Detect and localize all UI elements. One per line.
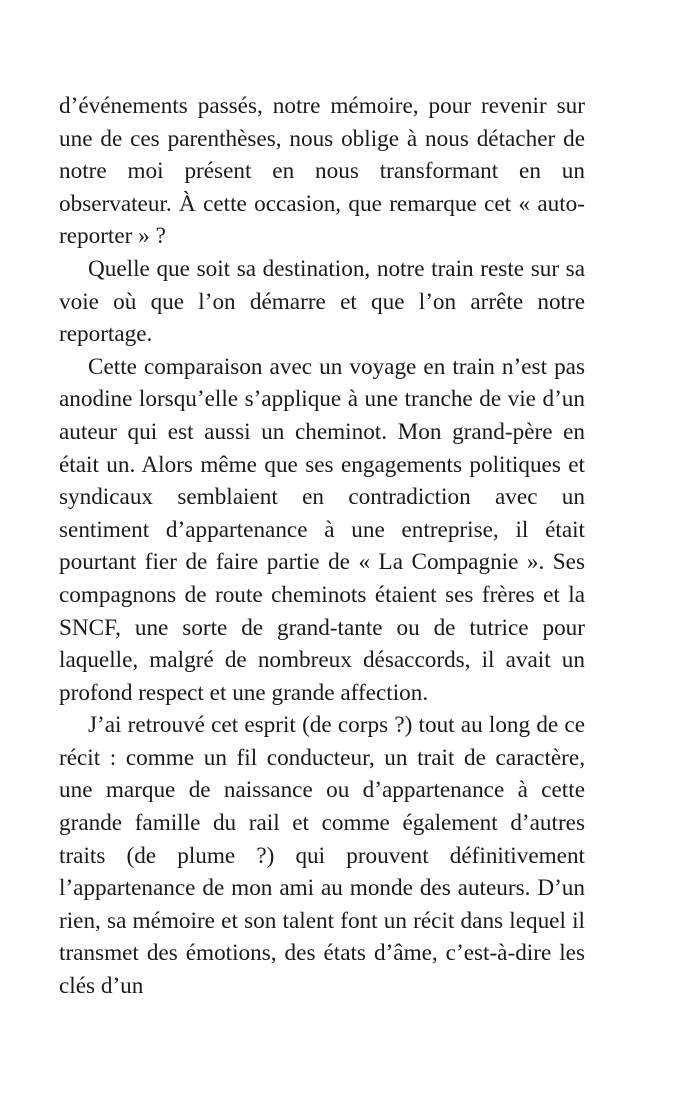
- paragraph-2: Quelle que soit sa destination, notre train reste sur sa voie où que l’on démarre et que l’on arrête notre reportage.: [59, 255, 585, 348]
- paragraph-1: d’événements passés, notre mémoire, pour revenir sur une de ces parenthèses, nous oblige à nous détacher de notre moi présent en nous transformant en un observateur. À cette occasion, que remarque cet « auto-reporter » ?: [59, 93, 585, 250]
- page-body: [59, 90, 585, 1003]
- paragraph-3: Cette comparaison avec un voyage en train n’est pas anodine lorsqu’elle s’applique à une tranche de vie d’un auteur qui est aussi un cheminot. Mon grand-père en était un. Alors même que ses engagements politiques et syndicaux semblaient en contradiction avec un sentiment d’appartenance à une entreprise, il était pourtant fier de faire partie de « La Compagnie ». Ses compagnons de route cheminots étaient ses frères et la SNCF, une sorte de grand-tante ou de tutrice pour laquelle, malgré de nombreux désaccords, il avait un profond respect et une grande affection.: [59, 353, 585, 706]
- paragraph-4: J’ai retrouvé cet esprit (de corps ?) tout au long de ce récit : comme un fil conducteur, un trait de caractère, une marque de naissance ou d’appartenance à cette grande famille du rail et comme également d’autres traits (de plume ?) qui prouvent définitivement l’appartenance de mon ami au monde des auteurs. D’un rien, sa mémoire et son talent font un récit dans lequel il transmet des émotions, des états d’âme, c’est-à-dire les clés d’un: [59, 712, 585, 1000]
